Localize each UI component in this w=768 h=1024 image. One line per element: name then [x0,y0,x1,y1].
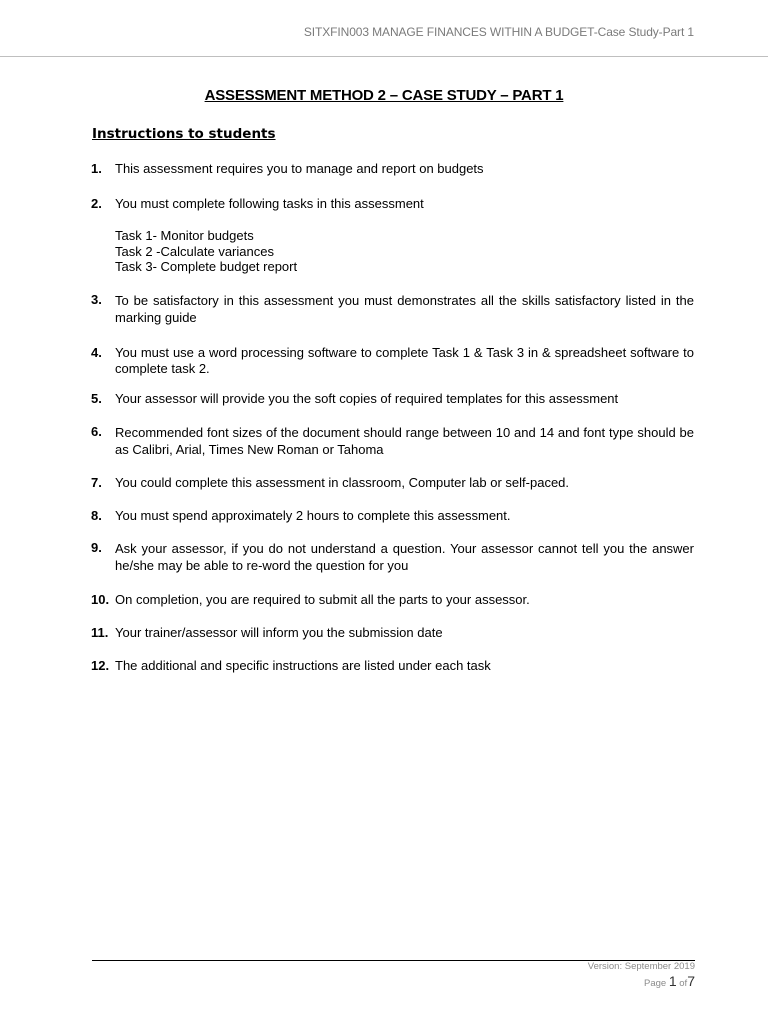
item-text: To be satisfactory in this assessment you must demonstrates all the skills satisfactory listed in the marking guide [115,293,694,325]
page-total: 7 [687,973,695,989]
list-item [91,508,694,524]
list-item [91,391,694,407]
item-text: You must spend approximately 2 hours to complete this assessment. [115,508,511,523]
list-item [91,292,694,326]
item-number: 7. [91,475,102,490]
task-item: Task 2 -Calculate variances [115,243,274,259]
task-item: Task 1- Monitor budgets [115,228,254,243]
item-text: Ask your assessor, if you do not understand a question. Your assessor cannot tell you the answer he/she may be able to re-word the question for you [115,541,694,573]
list-item [91,475,694,491]
item-number: 8. [91,508,102,523]
item-number: 11. [91,625,109,640]
item-number: 5. [91,391,102,406]
list-item [91,625,694,641]
item-number: 6. [91,424,102,439]
item-text: Your trainer/assessor will inform you the submission date [115,625,443,640]
page-title: ASSESSMENT METHOD 2 – CASE STUDY – PART 1 [204,87,564,104]
item-text: Recommended font sizes of the document should range between 10 and 14 and font type should be as Calibri, Arial, Times New Roman or Tahoma [115,425,694,457]
item-number: 9. [91,540,102,555]
list-item [91,540,694,574]
item-text: On completion, you are required to submit all the parts to your assessor. [115,592,530,607]
header-divider [0,56,768,57]
item-text: This assessment requires you to manage and report on budgets [115,161,484,176]
page-number [644,973,695,989]
list-item [91,424,694,458]
item-number: 1. [91,161,102,176]
running-header: SITXFIN003 MANAGE FINANCES WITHIN A BUDGET-Case Study-Part 1 [303,25,694,39]
version-label: Version: September 2019 [587,961,695,972]
item-number: 2. [91,196,102,211]
list-item [91,161,694,177]
item-number: 3. [91,292,102,307]
item-text: You must use a word processing software to complete Task 1 & Task 3 in & spreadsheet software to complete task 2. [115,345,694,376]
item-number: 12. [91,658,110,673]
list-item [91,658,694,674]
list-item [91,345,694,377]
item-number: 10. [91,592,110,607]
task-list [115,228,297,275]
list-item [91,196,694,212]
page-of-label: of [679,978,688,989]
section-heading: Instructions to students [92,126,276,142]
item-text: You must complete following tasks in this assessment [115,196,424,211]
item-text: The additional and specific instructions are listed under each task [115,658,491,673]
list-item [91,592,694,608]
item-text: You could complete this assessment in classroom, Computer lab or self-paced. [115,475,570,490]
item-number: 4. [91,345,102,360]
page-label: Page [644,978,667,989]
task-item: Task 3- Complete budget report [115,259,298,274]
page-current: 1 [668,973,677,989]
item-text: Your assessor will provide you the soft copies of required templates for this assessment [115,391,619,406]
